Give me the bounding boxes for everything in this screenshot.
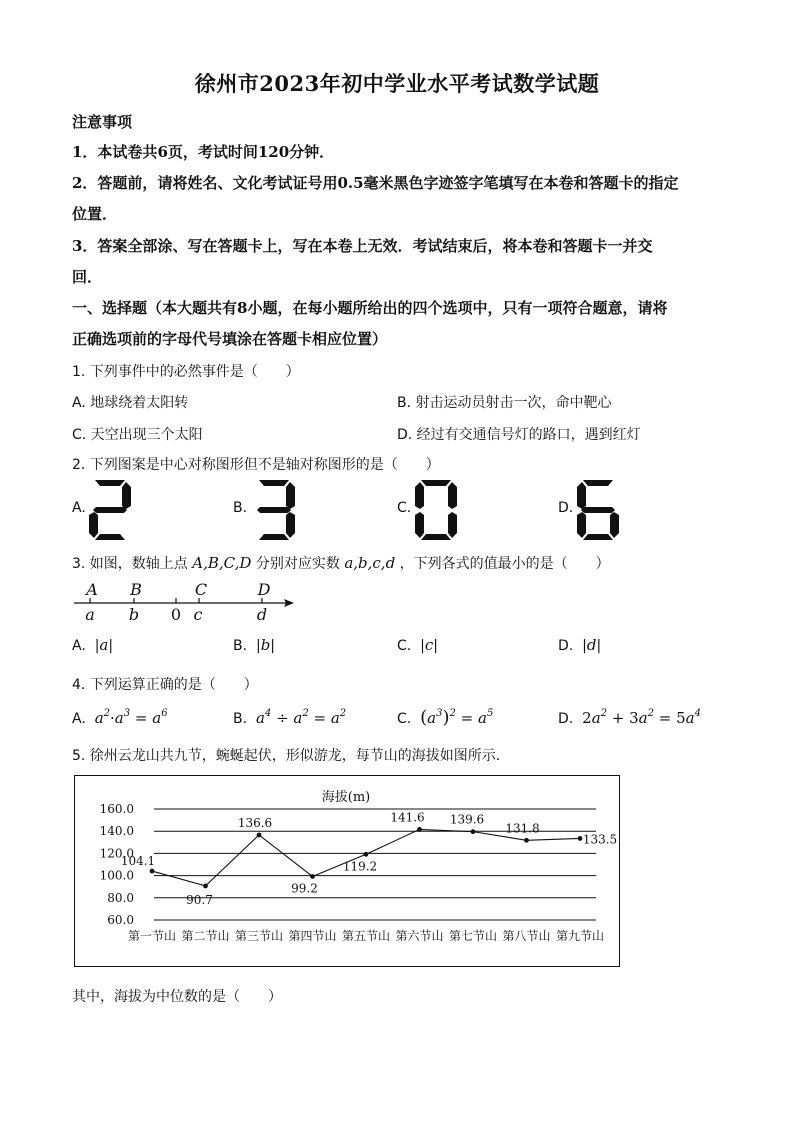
data-label: 133.5: [582, 832, 618, 847]
q2-label-b: B.: [233, 500, 248, 516]
data-point: [471, 829, 476, 834]
x-category-label: 第三节山: [234, 929, 284, 943]
q3-stem-mid: 分别对应实数: [255, 556, 340, 572]
y-tick-label: 120.0: [99, 846, 134, 861]
q2-label-c: C.: [397, 500, 412, 516]
y-tick-label: 140.0: [99, 824, 134, 839]
notice-item-2-cont: 位置．: [72, 205, 118, 223]
q2-label-d: D.: [558, 500, 574, 516]
data-point: [257, 833, 262, 838]
q4-stem: 4. 下列运算正确的是（ ）: [72, 677, 258, 693]
data-label: 90.7: [186, 892, 213, 907]
q2-label-a: A.: [72, 500, 86, 516]
q3-stem: [72, 553, 610, 573]
chart-title: 海拔(m): [321, 790, 371, 805]
q4-option-b: B. $a^4 \div a^2 = a^2$: [233, 708, 347, 727]
q3-option-c: C. |c|: [397, 636, 438, 654]
data-point: [310, 874, 315, 879]
data-point: [578, 836, 583, 841]
point-b-label: B: [130, 580, 142, 599]
value-c-label: c: [193, 605, 203, 624]
page-title: 徐州市2023年初中学业水平考试数学试题: [194, 71, 600, 96]
data-label: 139.6: [449, 812, 485, 827]
notice-heading: 注意事项: [72, 113, 133, 131]
value-a-label: a: [85, 605, 95, 624]
q4-option-a: A. $a^2\cdot a^3 = a^6$: [72, 708, 168, 727]
q3-stem-post: ，下列各式的值最小的是（ ）: [399, 556, 610, 572]
q1-option-b: B. 射击运动员射击一次，命中靶心: [397, 395, 612, 411]
q3-stem-points: A,B,C,D: [192, 554, 252, 572]
data-label: 131.8: [505, 821, 540, 836]
digit-three-figure: [252, 479, 296, 541]
value-b-label: b: [128, 605, 140, 624]
q1-option-a: A. 地球绕着太阳转: [72, 395, 189, 411]
data-point: [203, 884, 208, 889]
point-a-label: A: [86, 580, 98, 599]
x-category-label: 第一节山: [127, 929, 177, 943]
q3-stem-pre: 3. 如图，数轴上点: [72, 556, 188, 572]
altitude-chart: [74, 775, 620, 967]
data-label: 99.2: [291, 881, 318, 896]
y-tick-label: 80.0: [107, 890, 134, 905]
digit-zero-figure: [414, 479, 458, 541]
data-label: 104.1: [120, 854, 156, 869]
notice-item-3-cont: 回．: [72, 268, 103, 286]
data-point: [364, 852, 369, 857]
q4-option-c: C. $(a^3)^2 = a^5$: [397, 707, 494, 728]
data-point: [417, 827, 422, 832]
q3-option-d: D. |d|: [558, 636, 602, 654]
data-point: [524, 838, 529, 843]
q1-option-c: C. 天空出现三个太阳: [72, 427, 203, 443]
q5-followup: 其中，海拔为中位数的是（ ）: [72, 989, 282, 1005]
y-tick-label: 160.0: [99, 802, 134, 816]
x-category-label: 第六节山: [395, 929, 444, 943]
data-label: 141.6: [390, 810, 425, 825]
point-d-label: D: [257, 580, 271, 599]
number-line: [70, 578, 302, 626]
q3-stem-vars: a,b,c,d: [344, 554, 396, 572]
data-point: [150, 869, 155, 874]
digit-two-figure: [88, 479, 132, 541]
q1-option-d: D. 经过有交通信号灯的路口，遇到红灯: [397, 427, 641, 443]
x-category-label: 第二节山: [181, 929, 230, 943]
notice-item-3: 3．答案全部涂、写在答题卡上，写在本卷上无效．考试结束后，将本卷和答题卡一并交: [72, 237, 653, 255]
q4-option-d: D. $2a^2 + 3a^2 = 5a^4$: [558, 708, 701, 727]
data-label: 136.6: [237, 815, 273, 830]
y-tick-label: 100.0: [99, 868, 134, 883]
q5-stem: 5. 徐州云龙山共九节，蜿蜒起伏，形似游龙，每节山的海拔如图所示．: [72, 748, 510, 764]
x-category-label: 第八节山: [502, 929, 551, 943]
point-c-label: C: [194, 580, 208, 599]
q2-stem: 2. 下列图案是中心对称图形但不是轴对称图形的是（ ）: [72, 457, 440, 473]
section-heading: 一、选择题（本大题共有8小题，在每小题所给出的四个选项中，只有一项符合题意，请将: [72, 299, 668, 317]
data-label: 119.2: [342, 859, 378, 874]
x-category-label: 第五节山: [341, 929, 391, 943]
q3-option-a: A. |a|: [72, 636, 114, 654]
x-category-label: 第四节山: [288, 929, 337, 943]
section-heading-cont: 正确选项前的字母代号填涂在答题卡相应位置）: [72, 330, 388, 348]
y-tick-label: 60.0: [107, 913, 134, 927]
value-d-label: d: [256, 605, 268, 624]
notice-item-1: 1．本试卷共6页，考试时间120分钟．: [72, 143, 335, 161]
origin-label: 0: [170, 605, 182, 624]
x-category-label: 第七节山: [448, 929, 498, 943]
digit-six-figure: [576, 479, 620, 541]
q1-stem: 1. 下列事件中的必然事件是（ ）: [72, 364, 300, 380]
notice-item-2: 2．答题前，请将姓名、文化考试证号用0.5毫米黑色字迹签字笔填写在本卷和答题卡的指定: [72, 174, 679, 192]
q3-option-b: B. |b|: [233, 636, 276, 654]
x-category-label: 第九节山: [555, 929, 605, 943]
